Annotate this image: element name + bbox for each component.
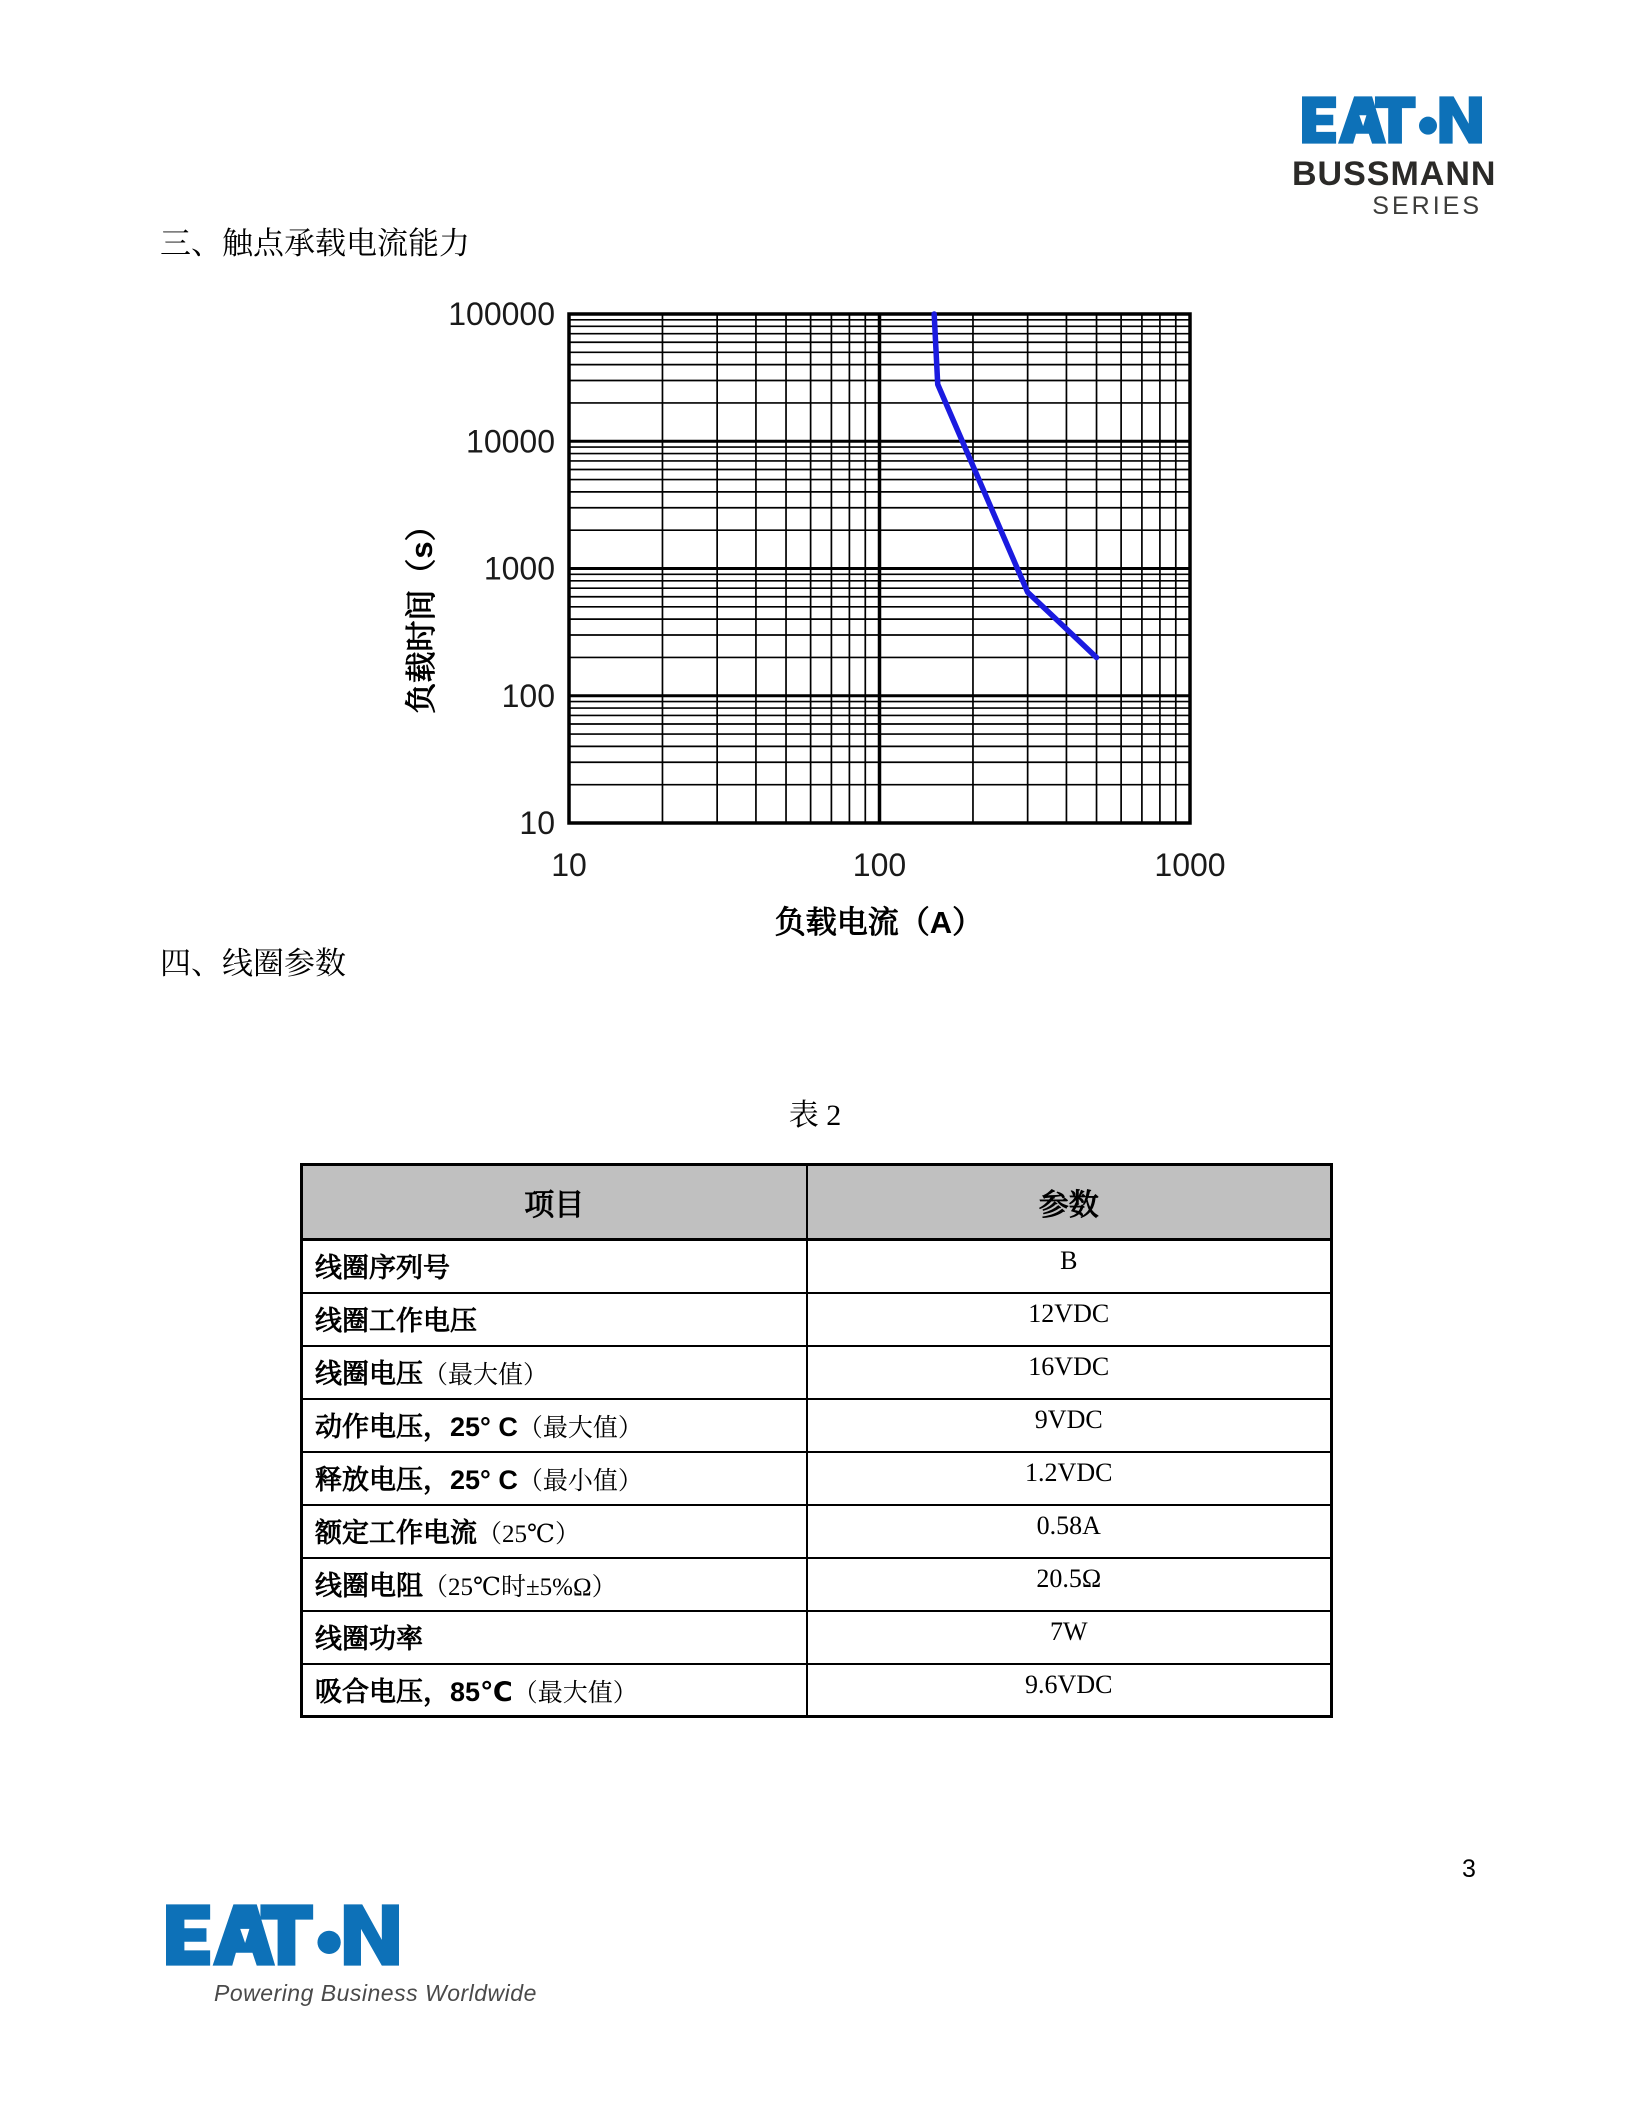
brand-block-bottom	[166, 1903, 399, 1967]
svg-text:100: 100	[501, 677, 555, 714]
brand-series-label: SERIES	[1372, 192, 1482, 220]
x-axis-title: 负载电流（A）	[774, 905, 984, 940]
eaton-logo-icon	[166, 1903, 399, 1967]
param-item-cell	[302, 1452, 807, 1505]
param-item-note: （最大值）	[517, 1414, 643, 1442]
param-item-label: 动作电压，25° C	[315, 1411, 518, 1442]
svg-text:10: 10	[519, 805, 555, 841]
param-item-cell	[302, 1240, 807, 1293]
param-value-cell: 0.58A	[807, 1505, 1332, 1558]
param-item-label: 线圈序列号	[315, 1253, 450, 1283]
param-value-cell: 20.5Ω	[807, 1558, 1332, 1611]
param-item-cell	[302, 1293, 807, 1346]
param-item-cell	[302, 1611, 807, 1664]
param-item-label: 线圈电阻	[315, 1570, 423, 1601]
brand-block-top	[1292, 95, 1497, 220]
load-current-chart	[380, 278, 1240, 958]
table-row	[302, 1558, 1332, 1611]
chart-gridlines	[569, 314, 1190, 823]
param-item-cell	[302, 1558, 807, 1611]
param-value-cell: 1.2VDC	[807, 1452, 1332, 1505]
x-axis-tick-labels	[551, 847, 1225, 883]
param-item-label: 线圈电压	[315, 1358, 423, 1389]
col-header-item: 项目	[302, 1165, 807, 1240]
log-log-plot	[380, 278, 1240, 958]
param-value-cell: B	[807, 1240, 1332, 1293]
param-item-note: （最小值）	[517, 1467, 643, 1495]
param-item-note: （最大值）	[423, 1361, 549, 1389]
svg-text:1000: 1000	[1154, 847, 1226, 883]
param-value-cell: 9.6VDC	[807, 1664, 1332, 1717]
svg-text:1000: 1000	[483, 550, 555, 587]
svg-text:10000: 10000	[466, 423, 555, 460]
eaton-logo-icon	[1302, 95, 1482, 145]
page-number: 3	[1462, 1855, 1476, 1883]
svg-text:100000: 100000	[448, 296, 555, 332]
table-row	[302, 1346, 1332, 1399]
coil-parameter-table	[300, 1163, 1333, 1718]
param-item-cell	[302, 1399, 807, 1452]
param-item-cell	[302, 1664, 807, 1717]
table-row	[302, 1664, 1332, 1717]
y-axis-title: 负载时间（s）	[404, 510, 439, 714]
param-item-label: 额定工作电流	[315, 1517, 477, 1548]
param-item-label: 释放电压，25° C	[315, 1464, 518, 1495]
svg-text:100: 100	[852, 847, 907, 883]
param-item-label: 线圈功率	[315, 1623, 423, 1654]
table-row	[302, 1505, 1332, 1558]
table-row	[302, 1611, 1332, 1664]
section-title-coil-params: 四、线圈参数	[160, 946, 346, 981]
param-item-label: 吸合电压，85℃	[315, 1676, 513, 1707]
load-time-curve	[934, 314, 1096, 657]
brand-bussmann-label: BUSSMANN	[1292, 155, 1497, 193]
table-row	[302, 1452, 1332, 1505]
svg-text:10: 10	[551, 847, 587, 883]
param-item-cell	[302, 1346, 807, 1399]
param-value-cell: 16VDC	[807, 1346, 1332, 1399]
param-item-cell	[302, 1505, 807, 1558]
table-header-row	[302, 1165, 1332, 1240]
table-caption: 表 2	[788, 1099, 842, 1132]
table-row	[302, 1240, 1332, 1293]
brand-tagline: Powering Business Worldwide	[214, 1980, 537, 2006]
param-item-label: 线圈工作电压	[315, 1305, 477, 1336]
param-value-cell: 12VDC	[807, 1293, 1332, 1346]
section-title-contact-capacity: 三、触点承载电流能力	[160, 226, 470, 261]
y-axis-tick-labels	[448, 296, 555, 841]
param-value-cell: 9VDC	[807, 1399, 1332, 1452]
param-item-note: （25℃时±5%Ω）	[423, 1573, 617, 1601]
table-row	[302, 1399, 1332, 1452]
param-item-note: （最大值）	[512, 1679, 638, 1707]
param-value-cell: 7W	[807, 1611, 1332, 1664]
table-row	[302, 1293, 1332, 1346]
param-item-note: （25℃）	[477, 1520, 580, 1548]
col-header-parameter: 参数	[807, 1165, 1332, 1240]
